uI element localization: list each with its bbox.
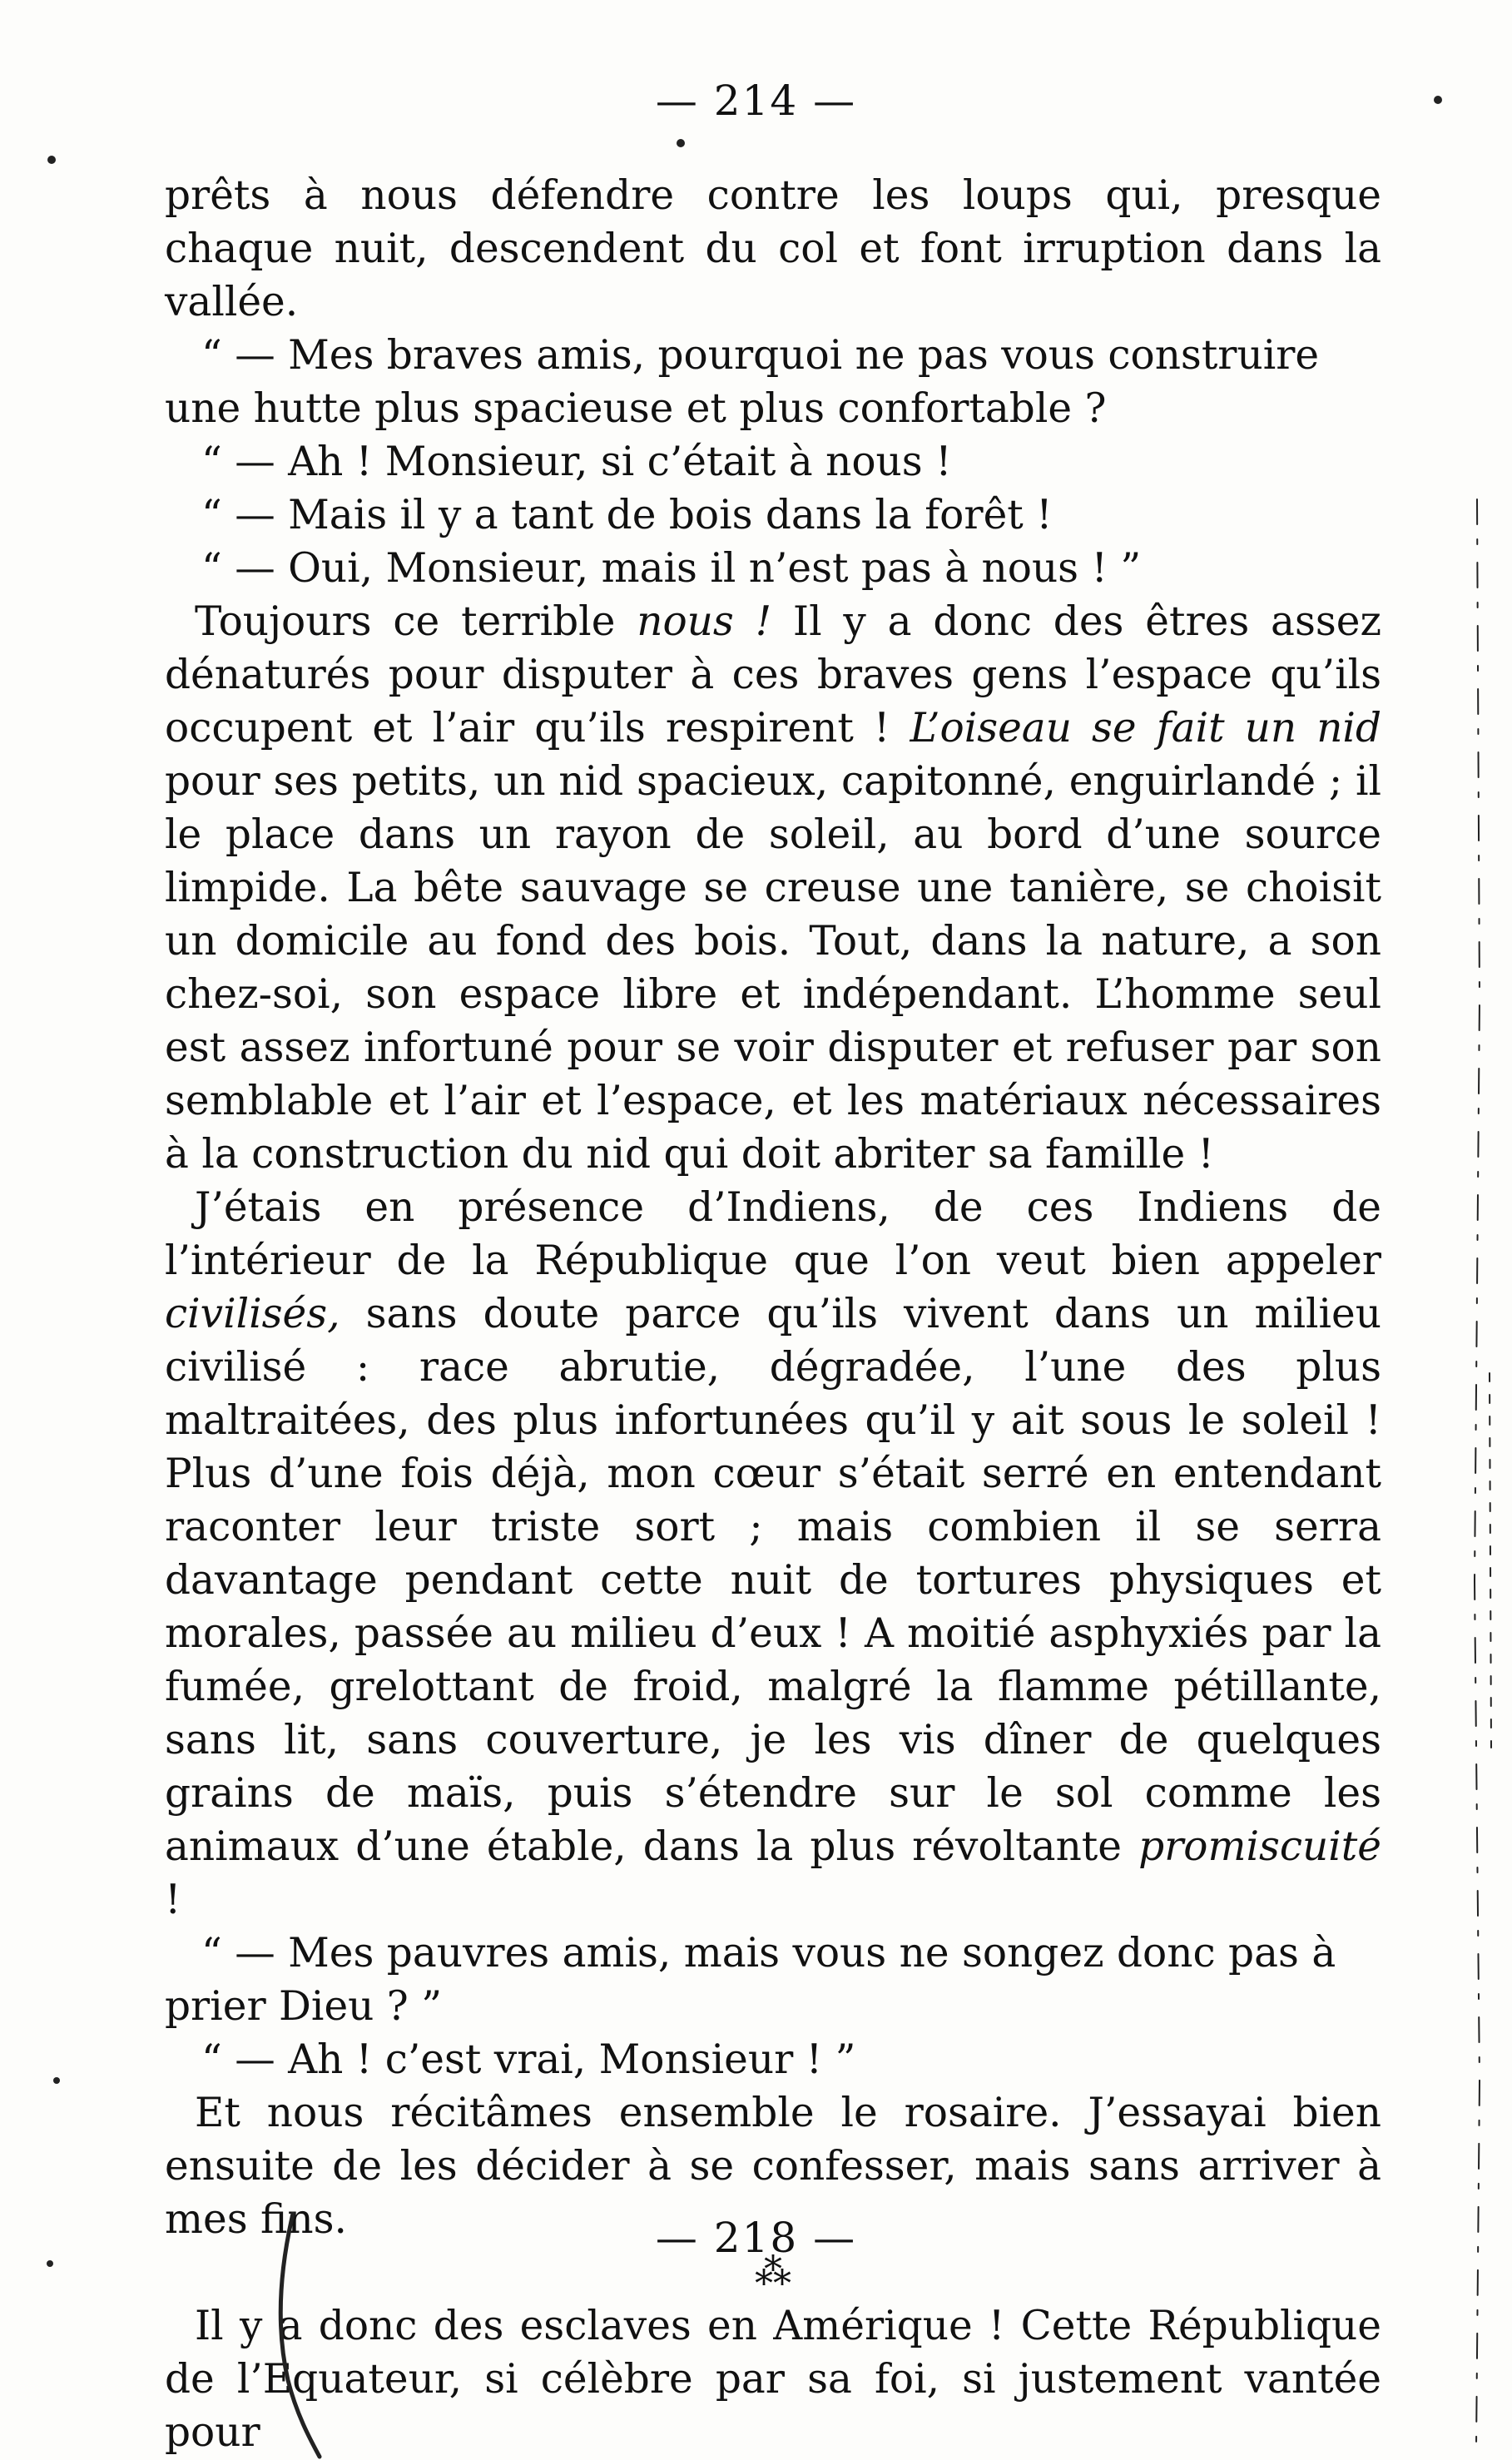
italic-run: nous ! [637,598,772,645]
dialogue-line: “ — Mais il y a tant de bois dans la forêt ! [201,492,1053,538]
italic-run: promiscuité [1138,1823,1381,1870]
page-footer-number: — 218 — [655,2214,857,2262]
italic-run: L’oiseau se fait un nid [910,705,1381,751]
text-run: Toujours ce terrible [195,598,637,645]
text-run: Il y a donc des êtres assez dénaturés pour disputer à ces braves gens l’espace qu’ils occupent et l’air qu’ils respirent ! [165,598,1381,751]
text-run: sans doute parce qu’ils vivent dans un milieu civilisé : race abrutie, dégradée, l’une des plus maltraitées, des plus infortunées qu’il y ait sous le soleil ! Plus d’une fois déjà, mon cœur s’était serré en entendant raconter leur triste sort ; mais combien il se serra davantage pendant cette nuit de tortures physiques et morales, passée au milieu d’eux ! A moitié asphyxiés par la fumée, grelottant de froid, malgré la flamme pétillante, sans lit, sans couverture, je les vis dîner de quelques grains de maïs, puis s’étendre sur le sol comme les animaux d’une étable, dans la plus révoltante [165,1291,1381,1870]
paragraph-esclaves: Il y a donc des esclaves en Amérique ! Cette République de l’Equateur, si célèbre par sa foi, si justement vantée pour [165,2303,1381,2456]
asterism-separator: ⁂ [755,2251,791,2294]
dialogue-line: “ — Ah ! Monsieur, si c’était à nous ! [201,439,952,485]
dialogue-line: “ — Ah ! c’est vrai, Monsieur ! ” [201,2036,856,2083]
dialogue-line: “ — Oui, Monsieur, mais il n’est pas à nous ! ” [201,545,1142,592]
italic-run: civilisés, [165,1291,340,1337]
dialogue-line: “ — Mes pauvres amis, mais vous ne songez donc pas à prier Dieu ? ” [165,1930,1336,2030]
paragraph-toujours [165,595,1381,1181]
scan-stroke [1475,499,1480,2447]
dialogue-line: “ — Mes braves amis, pourquoi ne pas vous construire une hutte plus spacieuse et plus confortable ? [165,332,1320,432]
speck [677,139,685,147]
paragraph-indiens [165,1181,1381,1927]
scan-stroke [1490,1373,1491,1748]
paragraph-continuation: prêts à nous défendre contre les loups qui, presque chaque nuit, descendent du col et font irruption dans la vallée. [165,172,1381,325]
page-body-text [165,169,1381,2459]
speck [53,2077,60,2084]
paragraph-rosaire: Et nous récitâmes ensemble le rosaire. J’essayai bien ensuite de les décider à se confesser, mais sans arriver à mes fins. [165,2090,1381,2243]
speck [47,156,56,164]
text-run: J’étais en présence d’Indiens, de ces Indiens de l’intérieur de la République que l’on veut bien appeler [165,1184,1381,1284]
text-run: ! [165,1877,181,1923]
text-run: pour ses petits, un nid spacieux, capitonné, enguirlandé ; il le place dans un rayon de soleil, au bord d’une source limpide. La bête sauvage se creuse une tanière, se choisit un domicile au fond des bois. Tout, dans la nature, a son chez-soi, son espace libre et indépendant. L’homme seul est assez infortuné pour se voir disputer et refuser par son semblable et l’air et l’espace, et les matériaux nécessaires à la construction du nid qui doit abriter sa famille ! [165,758,1381,1178]
page-header-number: — 214 — [655,77,857,125]
